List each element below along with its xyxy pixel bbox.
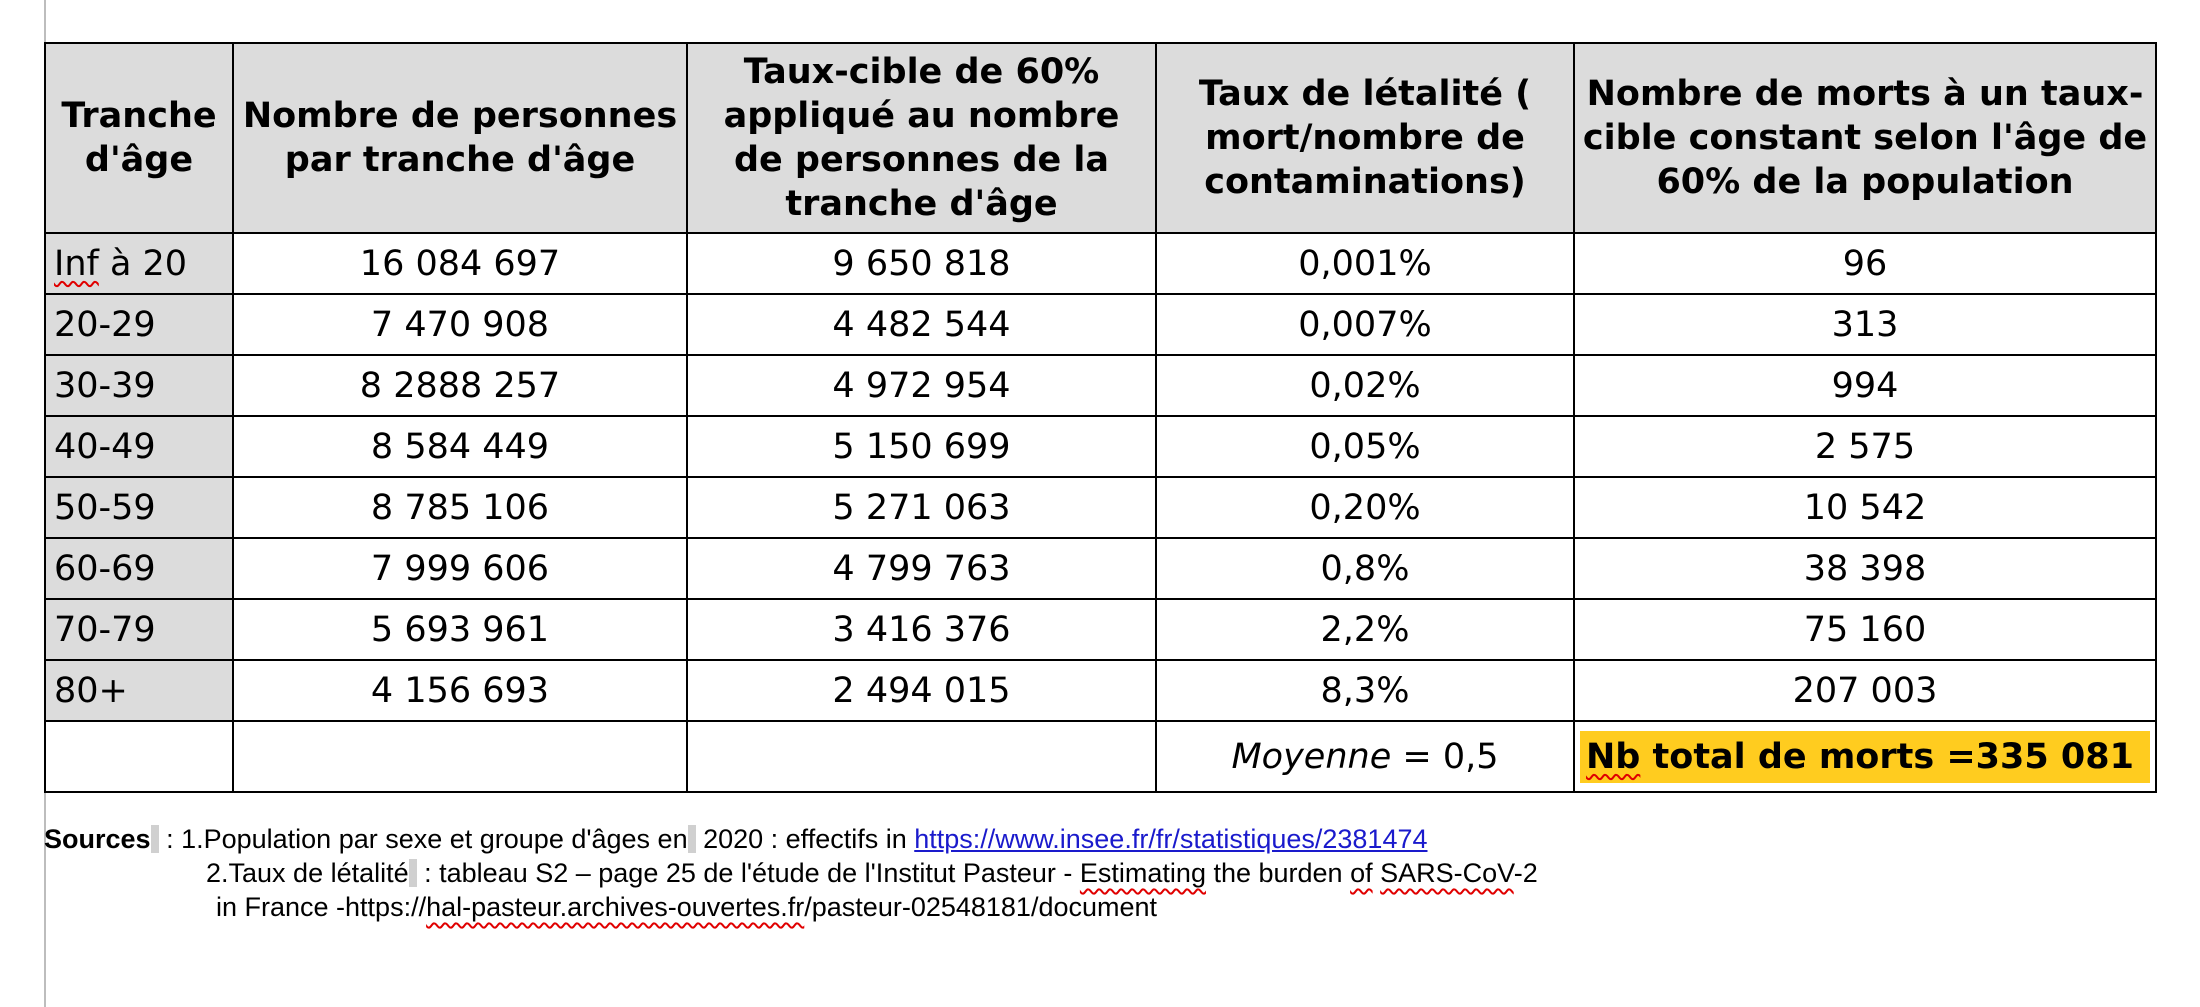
- age-group-cell: [45, 355, 233, 416]
- target-cell: 5 150 699: [687, 416, 1156, 477]
- formatting-mark: [688, 825, 696, 853]
- age-prefix: Inf: [54, 243, 99, 284]
- age-group-cell: [45, 294, 233, 355]
- suffix-2: -2: [1513, 858, 1538, 888]
- sources-line2-a: 2.Taux de létalité: [206, 858, 409, 888]
- sources-note: [44, 822, 1538, 924]
- deaths-cell: 207 003: [1574, 660, 2156, 721]
- total-cell: [1574, 721, 2156, 792]
- age-label: 40-49: [54, 426, 156, 467]
- lethality-cell: 8,3%: [1156, 660, 1574, 721]
- age-label: 50-59: [54, 487, 156, 528]
- table-row: [45, 599, 2156, 660]
- table-row: [45, 294, 2156, 355]
- word-estimating: Estimating: [1079, 858, 1206, 888]
- words-the-burden: the burden: [1205, 858, 1351, 888]
- age-label: 70-79: [54, 609, 156, 650]
- header-population: Nombre de personnes par tranche d'âge: [233, 43, 687, 233]
- deaths-cell: 10 542: [1574, 477, 2156, 538]
- sources-line1-text: : 1.Population par sexe et groupe d'âges en: [158, 824, 688, 854]
- average-cell: [1156, 721, 1574, 792]
- formatting-mark: [151, 825, 159, 853]
- header-lethality-rate: Taux de létalité ( mort/nombre de contaminations): [1156, 43, 1574, 233]
- footer-empty-cell: [233, 721, 687, 792]
- table-row: [45, 416, 2156, 477]
- lethality-cell: 2,2%: [1156, 599, 1574, 660]
- age-group-cell: [45, 233, 233, 294]
- deaths-cell: 2 575: [1574, 416, 2156, 477]
- population-cell: 5 693 961: [233, 599, 687, 660]
- total-value: total de morts =335 081: [1640, 736, 2134, 777]
- lethality-cell: 0,05%: [1156, 416, 1574, 477]
- sources-line1-year: 2020 : effectifs in: [695, 824, 915, 854]
- sources-line3-b: /pasteur-02548181/document: [804, 892, 1158, 922]
- target-cell: 9 650 818: [687, 233, 1156, 294]
- population-cell: 16 084 697: [233, 233, 687, 294]
- age-label: 60-69: [54, 548, 156, 589]
- deaths-cell: 38 398: [1574, 538, 2156, 599]
- header-deaths: Nombre de morts à un taux-cible constant selon l'âge de 60% de la population: [1574, 43, 2156, 233]
- footer-empty-cell: [687, 721, 1156, 792]
- population-cell: 7 470 908: [233, 294, 687, 355]
- lethality-cell: 0,8%: [1156, 538, 1574, 599]
- population-cell: 7 999 606: [233, 538, 687, 599]
- word-of: of: [1350, 858, 1373, 888]
- footer-empty-cell: [45, 721, 233, 792]
- header-target-rate: Taux-cible de 60% appliqué au nombre de personnes de la tranche d'âge: [687, 43, 1156, 233]
- population-cell: 8 2888 257: [233, 355, 687, 416]
- table-row: [45, 477, 2156, 538]
- age-label: 20-29: [54, 304, 156, 345]
- sources-line-2: [44, 856, 1538, 890]
- sources-line-1: [44, 822, 1538, 856]
- population-cell: 8 785 106: [233, 477, 687, 538]
- table-row: [45, 660, 2156, 721]
- header-age-group: Tranche d'âge: [45, 43, 233, 233]
- word-sars-cov: SARS-CoV: [1380, 858, 1514, 888]
- age-label: 30-39: [54, 365, 156, 406]
- lethality-cell: 0,007%: [1156, 294, 1574, 355]
- population-cell: 8 584 449: [233, 416, 687, 477]
- target-cell: 2 494 015: [687, 660, 1156, 721]
- average-value: = 0,5: [1391, 736, 1499, 777]
- lethality-cell: 0,02%: [1156, 355, 1574, 416]
- target-cell: 4 799 763: [687, 538, 1156, 599]
- lethality-cell: 0,20%: [1156, 477, 1574, 538]
- sources-line-3: [44, 890, 1538, 924]
- hal-domain: hal-pasteur.archives-ouvertes.fr: [426, 892, 805, 922]
- age-label: à 20: [98, 243, 188, 284]
- age-group-cell: [45, 538, 233, 599]
- deaths-cell: 96: [1574, 233, 2156, 294]
- age-group-cell: [45, 660, 233, 721]
- table-row: [45, 233, 2156, 294]
- age-group-cell: [45, 477, 233, 538]
- sources-line2-b: : tableau S2 – page 25 de l'étude de l'Institut Pasteur -: [416, 858, 1080, 888]
- space: [1373, 858, 1381, 888]
- population-cell: 4 156 693: [233, 660, 687, 721]
- table-row: [45, 538, 2156, 599]
- sources-line3-a: in France -https://: [216, 892, 427, 922]
- deaths-cell: 994: [1574, 355, 2156, 416]
- deaths-cell: 75 160: [1574, 599, 2156, 660]
- table-header-row: [45, 43, 2156, 233]
- formatting-mark: [409, 859, 417, 887]
- average-label: Moyenne: [1231, 736, 1392, 777]
- target-cell: 4 972 954: [687, 355, 1156, 416]
- age-label: 80+: [54, 670, 128, 711]
- insee-link[interactable]: https://www.insee.fr/fr/statistiques/2381474: [914, 824, 1428, 854]
- target-cell: 4 482 544: [687, 294, 1156, 355]
- age-group-cell: [45, 599, 233, 660]
- lethality-cell: 0,001%: [1156, 233, 1574, 294]
- sources-label: Sources: [44, 824, 151, 854]
- table-footer-row: [45, 721, 2156, 792]
- total-deaths-highlight: [1580, 731, 2150, 783]
- mortality-table: [44, 42, 2157, 793]
- total-prefix: Nb: [1586, 736, 1641, 777]
- target-cell: 5 271 063: [687, 477, 1156, 538]
- deaths-cell: 313: [1574, 294, 2156, 355]
- target-cell: 3 416 376: [687, 599, 1156, 660]
- age-group-cell: [45, 416, 233, 477]
- table-row: [45, 355, 2156, 416]
